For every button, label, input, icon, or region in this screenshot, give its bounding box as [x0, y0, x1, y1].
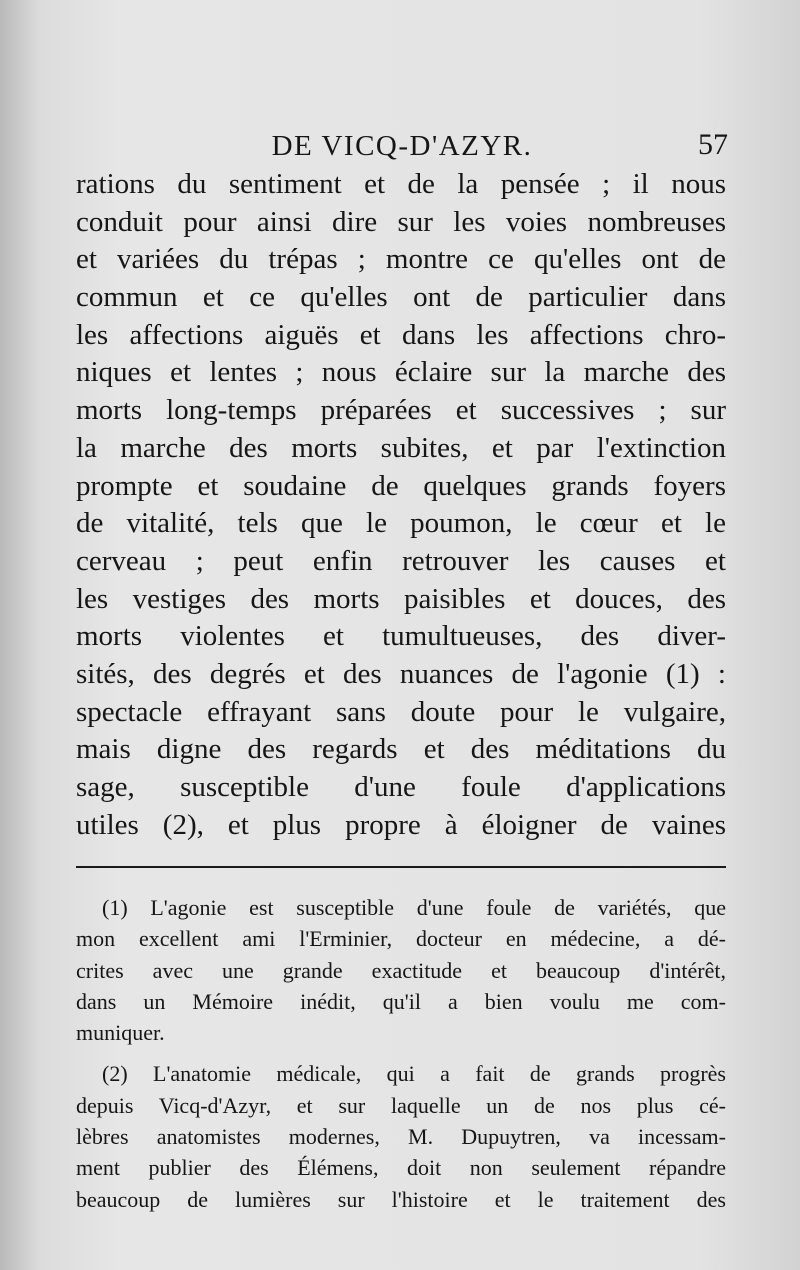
text-line: la marche des morts subites, et par l'extinction	[76, 431, 726, 464]
footnote-line: beaucoup de lumières sur l'histoire et le traitement des	[76, 1186, 726, 1212]
text-line: mais digne des regards et des méditations du	[76, 733, 726, 766]
footnote-line: depuis Vicq-d'Azyr, et sur laquelle un de nos plus cé-	[76, 1092, 726, 1118]
page-number: 57	[698, 128, 728, 161]
text-line: et variées du trépas ; montre ce qu'elles ont de	[76, 243, 726, 276]
text-line: spectacle effrayant sans doute pour le vulgaire,	[76, 695, 726, 728]
text-line: utiles (2), et plus propre à éloigner de vaines	[76, 808, 726, 841]
footnote-2	[76, 1058, 726, 1214]
text-line: les vestiges des morts paisibles et douces, des	[76, 582, 726, 615]
text-line: rations du sentiment et de la pensée ; il nous	[76, 168, 726, 200]
text-line: de vitalité, tels que le poumon, le cœur et le	[76, 507, 726, 540]
running-head	[76, 128, 728, 168]
footnote-1	[76, 892, 726, 1048]
text-line: cerveau ; peut enfin retrouver les causes et	[76, 544, 726, 577]
text-line: prompte et soudaine de quelques grands foyers	[76, 469, 726, 502]
footnote-line: (2) L'anatomie médicale, qui a fait de grands progrès	[102, 1061, 726, 1087]
footnote-line: dans un Mémoire inédit, qu'il a bien voulu me com-	[76, 988, 726, 1014]
footnote-line: lèbres anatomistes modernes, M. Dupuytren, va incessam-	[76, 1124, 726, 1150]
text-line: morts violentes et tumultueuses, des diver-	[76, 620, 726, 653]
footnote-divider	[76, 866, 726, 868]
text-line: morts long-temps préparées et successives ; sur	[76, 394, 726, 427]
footnote-line: mon excellent ami l'Erminier, docteur en médecine, a dé-	[76, 926, 726, 952]
footnotes	[76, 892, 726, 1215]
footnote-line: crites avec une grande exactitude et beaucoup d'intérêt,	[76, 957, 726, 983]
footnote-line: (1) L'agonie est susceptible d'une foule de variétés, que	[102, 895, 726, 920]
text-line: sage, susceptible d'une foule d'applications	[76, 771, 726, 803]
footnote-line: ment publier des Élémens, doit non seulement répandre	[76, 1155, 726, 1181]
text-line: sités, des degrés et des nuances de l'agonie (1) :	[76, 657, 726, 690]
text-line: les affections aiguës et dans les affections chro-	[76, 318, 726, 351]
text-line: conduit pour ainsi dire sur les voies nombreuses	[76, 205, 726, 238]
text-line: niques et lentes ; nous éclaire sur la marche des	[76, 356, 726, 389]
running-head-title: DE VICQ-D'AZYR.	[271, 130, 533, 162]
footnote-line: muniquer.	[76, 1020, 165, 1046]
main-text	[76, 166, 726, 844]
text-line: commun et ce qu'elles ont de particulier dans	[76, 281, 726, 314]
